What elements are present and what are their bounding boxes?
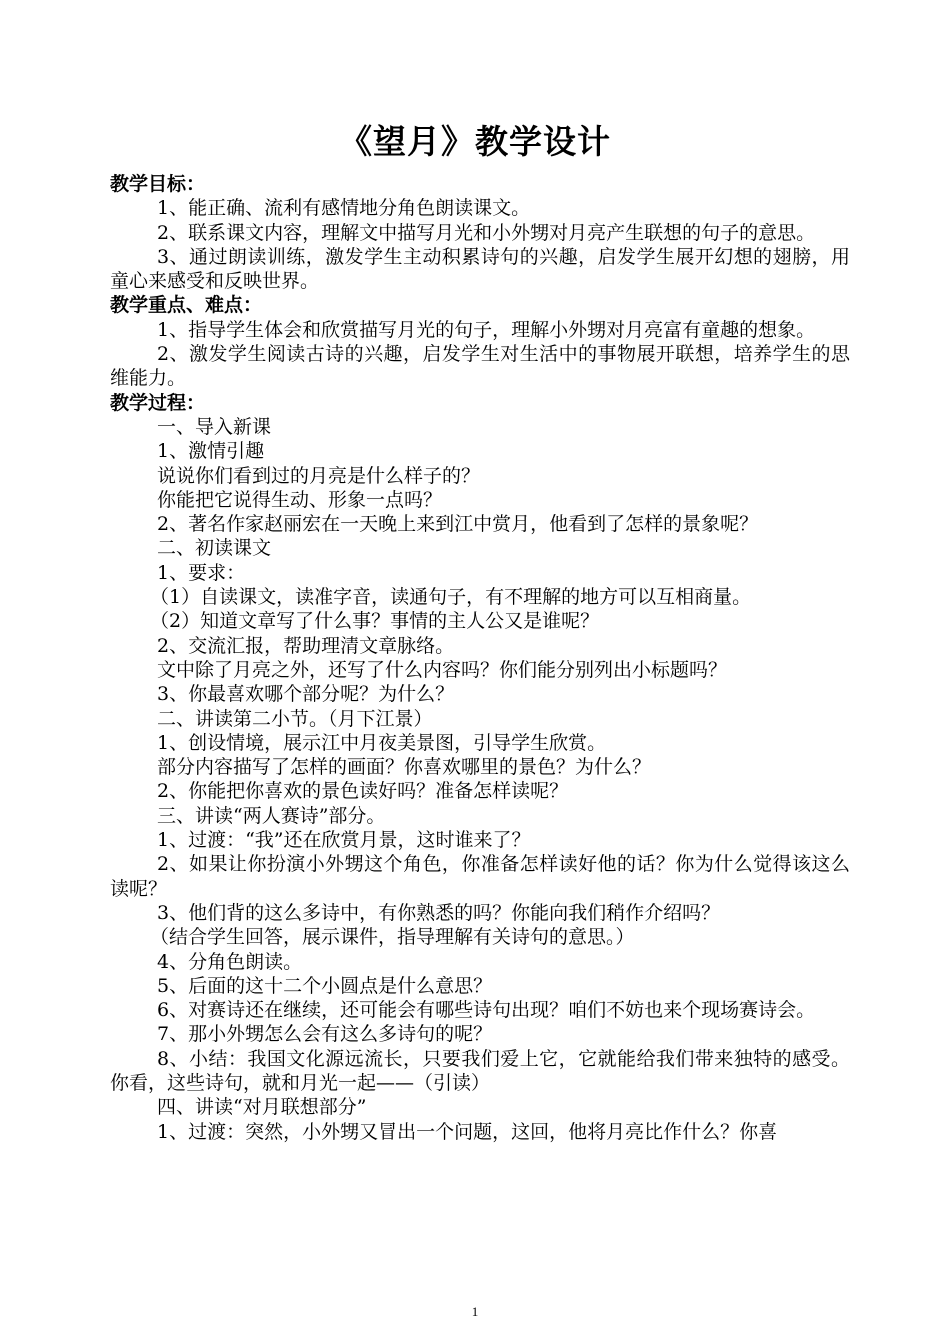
process-line: 3、你最喜欢哪个部分呢？为什么？ [157,683,455,706]
process-line: 说说你们看到过的月亮是什么样子的？ [157,464,481,487]
key-point-item: 1、指导学生体会和欣赏描写月光的句子，理解小外甥对月亮富有童趣的想象。 [157,318,816,341]
process-line: 8、小结：我国文化源远流长，只要我们爱上它，它就能给我们带来独特的感受。你看，这些诗句，就和月光一起——（引读） [110,1047,850,1094]
process-line: 1、激情引趣 [157,440,265,463]
process-line: 1、要求： [157,561,246,584]
section-heading-key-points: 教学重点、难点： [110,294,263,317]
process-line: 1、过渡：“我”还在欣赏月景，这时谁来了？ [157,829,531,852]
process-line: 7、那小外甥怎么会有这么多诗句的呢？ [157,1023,493,1046]
process-line: 四、讲读“对月联想部分” [157,1096,367,1119]
page-number: 1 [471,1304,479,1319]
process-line: 2、著名作家赵丽宏在一天晚上来到江中赏月，他看到了怎样的景象呢？ [157,513,759,536]
process-line: 2、交流汇报，帮助理清文章脉络。 [157,634,455,657]
process-line: 部分内容描写了怎样的画面？你喜欢哪里的景色？为什么？ [157,756,652,779]
process-line: 二、讲读第二小节。（月下江景） [157,707,433,730]
process-line: 2、如果让你扮演小外甥这个角色，你准备怎样读好他的话？你为什么觉得该这么读呢？ [110,853,850,900]
process-line: 一、导入新课 [157,415,272,438]
goal-item: 1、能正确、流利有感情地分角色朗读课文。 [157,197,531,220]
process-line: 5、后面的这十二个小圆点是什么意思？ [157,974,493,997]
process-line: （1）自读课文，读准字音，读通句子，有不理解的地方可以互相商量。 [150,586,752,609]
process-line: （结合学生回答，展示课件，指导理解有关诗句的意思。） [150,926,635,949]
process-line: （2）知道文章写了什么事？事情的主人公又是谁呢？ [150,610,600,633]
process-line: 4、分角色朗读。 [157,950,303,973]
page-title: 《望月》教学设计 [339,122,611,161]
process-line: 三、讲读“两人赛诗”部分。 [157,804,386,827]
section-heading-goals: 教学目标： [110,173,206,195]
document-body [110,172,850,1144]
goal-item: 2、联系课文内容，理解文中描写月光和小外甥对月亮产生联想的句子的意思。 [157,221,816,244]
process-line: 文中除了月亮之外，还写了什么内容吗？你们能分别列出小标题吗？ [157,658,728,681]
process-line: 6、对赛诗还在继续，还可能会有哪些诗句出现？咱们不妨也来个现场赛诗会。 [157,999,816,1022]
process-line: 二、初读课文 [157,537,272,560]
section-heading-process: 教学过程： [110,391,206,414]
goal-item: 3、通过朗读训练，激发学生主动积累诗句的兴趣，启发学生展开幻想的翅膀，用童心来感受和反映世界。 [110,245,850,293]
process-line: 1、过渡：突然，小外甥又冒出一个问题，这回，他将月亮比作什么？你喜 [157,1120,778,1143]
process-line: 1、创设情境，展示江中月夜美景图，引导学生欣赏。 [157,731,607,754]
key-point-item: 2、激发学生阅读古诗的兴趣，启发学生对生活中的事物展开联想，培养学生的思维能力。 [110,343,850,390]
process-line: 3、他们背的这么多诗中，有你熟悉的吗？你能向我们稍作介绍吗？ [157,901,721,924]
process-line: 2、你能把你喜欢的景色读好吗？准备怎样读呢？ [157,780,569,803]
process-line: 你能把它说得生动、形象一点吗？ [157,488,443,511]
